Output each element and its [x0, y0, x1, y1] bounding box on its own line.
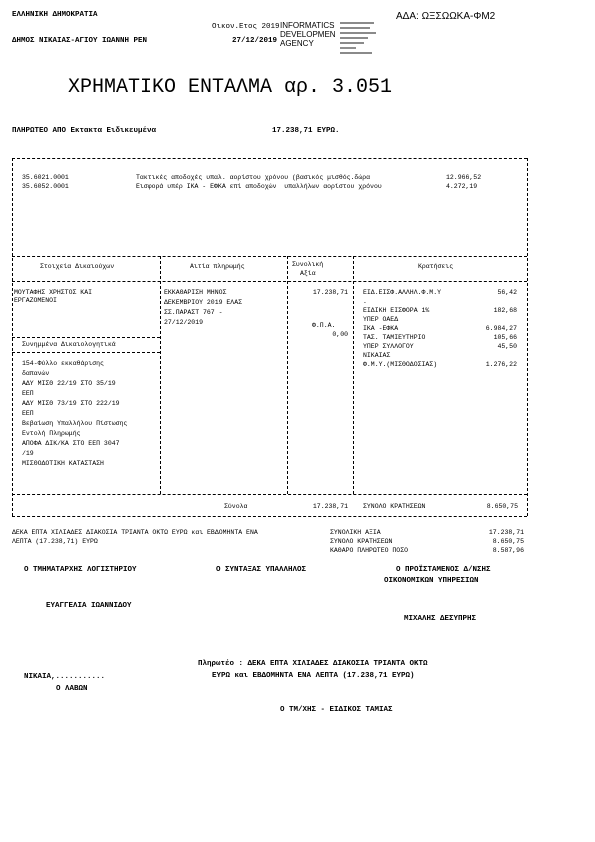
deduction-label: ΥΠΕΡ ΟΑΕΔ [363, 316, 399, 323]
deduction-amount: 105,66 [493, 334, 517, 341]
summary-label: ΣΥΝΟΛΙΚΗ ΑΞΙΑ [330, 529, 381, 536]
beneficiary-line-1: ΜΟΥΤΑΦΗΣ ΧΡΗΣΤΟΣ ΚΑΙ [14, 289, 93, 296]
attachments-title: Συνημμένα Δικαιολογητικά [22, 341, 116, 348]
stamp-line-3: AGENCY [280, 39, 314, 48]
attachment-item: Βεβαίωση Υπαλλήλου Πίστωσης [22, 420, 128, 427]
account-desc-2: Εισφορά υπέρ ΙΚΑ - ΕΦΚΑ επί αποδοχών υπαλλήλων αορίστου χρόνου [136, 183, 382, 190]
attachment-item: Εντολή Πληρωμής [22, 430, 81, 437]
col-value-header-2: Αξία [300, 270, 316, 277]
attachments-list [22, 359, 127, 469]
table-top-border [12, 158, 527, 159]
deduction-label: ΝΙΚΑΙΑΣ [363, 352, 391, 359]
account-code-1: 35.6021.0001 [22, 174, 69, 181]
summary-label: ΚΑΘΑΡΟ ΠΛΗΡΩΤΕΟ ΠΟΣΟ [330, 547, 409, 554]
cause-line: ΣΣ.ΠΑΡΑΣΤ 767 - [164, 309, 223, 316]
attachment-item: 154-Φύλλο εκκαθάρισης [22, 360, 104, 367]
amount-in-words-1: ΔΕΚΑ ΕΠΤΑ ΧΙΛΙΑΔΕΣ ΔΙΑΚΟΣΙΑ ΤΡΙΑΝΤΑ ΟΚΤΩ ΕΥΡΩ και ΕΒΔΟΜΗΝΤΑ ΕΝΑ [12, 529, 258, 536]
attachment-item: δαπανών [22, 370, 50, 377]
document-title: ΧΡΗΜΑΤΙΚΟ ΕΝΤΑΛΜΑ αρ. 3.051 [68, 76, 393, 99]
sig-accounting-name: ΕΥΑΓΓΕΛΙΑ ΙΩΑΝΝΙΔΟΥ [46, 602, 132, 610]
vat-amount: 0,00 [332, 331, 348, 338]
sig-accounting-title: Ο ΤΜΗΜΑΤΑΡΧΗΣ ΛΟΓΙΣΤΗΡΙΟΥ [24, 566, 137, 574]
table-right-border [527, 158, 528, 516]
cause-line: ΕΚΚΑΘΑΡΙΣΗ ΜΗΝΟΣ [164, 289, 227, 296]
col-sep-2 [287, 256, 288, 494]
deduction-label: . [363, 298, 367, 305]
deduction-label: Φ.Μ.Υ.(ΜΙΣΘΟΔΟΣΙΑΣ) [363, 361, 438, 368]
deduction-amount: 182,68 [493, 307, 517, 314]
sig-director-title-2: ΟΙΚΟΝΟΜΙΚΩΝ ΥΠΗΡΕΣΙΩΝ [384, 577, 479, 585]
attachment-item: ΜΙΣΘΟΔΟΤΙΚΗ ΚΑΤΑΣΤΑΣΗ [22, 460, 104, 467]
attachment-item: ΕΕΠ [22, 390, 34, 397]
attachment-item: ΑΠΟΦΑ ΔΙΚ/ΚΑ ΣΤΟ ΕΕΠ 3047 [22, 440, 120, 447]
deduction-label: ΕΙΔ.ΕΙΣΦ.ΑΛΛΗΛ.Φ.Μ.Υ [363, 289, 442, 296]
attachment-item: /19 [22, 450, 34, 457]
col-beneficiary-header: Στοιχεία Δικαιούχων [40, 263, 115, 270]
attachments-bottom-border [12, 352, 160, 353]
cause-line: 27/12/2019 [164, 319, 204, 326]
deduction-amount: 6.984,27 [485, 325, 517, 332]
header-row-top [12, 256, 527, 257]
account-code-2: 35.6052.0001 [22, 183, 69, 190]
sig-director-title-1: Ο ΠΡΟΪΣΤΑΜΕΝΟΣ Δ/ΝΣΗΣ [396, 566, 491, 574]
deduction-label: ΤΑΣ. ΤΑΜΙΕΥΤΗΡΙΟ [363, 334, 426, 341]
payable-words-line-2: ΕΥΡΩ και ΕΒΔΟΜΗΝΤΑ ΕΝΑ ΛΕΠΤΑ (17.238,71 ΕΥΡΩ) [212, 672, 415, 680]
fiscal-year: Οικον.Ετος 2019 [212, 23, 280, 31]
totals-amount: 17.238,71 [312, 503, 348, 510]
digital-signature-stamp [280, 20, 380, 58]
deduction-amount: 56,42 [497, 289, 517, 296]
vat-label: Φ.Π.Α. [312, 322, 336, 329]
deduction-label: ΥΠΕΡ ΣΥΛΛΟΓΟΥ [363, 343, 414, 350]
summary-label: ΣΥΝΟΛΟ ΚΡΑΤΗΣΕΩΝ [330, 538, 393, 545]
header-row-bottom [12, 281, 527, 282]
beneficiary-line-2: ΕΡΓΑΖΟΜΕΝΟΙ [14, 297, 57, 304]
account-amount-2: 4.272,19 [446, 183, 478, 190]
sig-director-name: ΜΙΧΑΛΗΣ ΔΕΣΥΠΡΗΣ [404, 615, 477, 623]
totals-label: Σύνολα [224, 503, 248, 510]
issue-date: 27/12/2019 [232, 37, 278, 45]
amount-in-words-2: ΛΕΠΤΑ (17.238,71) ΕΥΡΩ [12, 538, 98, 545]
deduction-label: ΕΙΔΙΚΗ ΕΙΣΦΟΡΑ 1% [363, 307, 430, 314]
payable-amount: 17.238,71 ΕΥΡΩ. [272, 127, 340, 135]
stamp-line-2: DEVELOPMEN [280, 30, 336, 39]
cause-line: ΔΕΚΕΜΒΡΙΟΥ 2019 ΕΛΑΣ [164, 299, 243, 306]
col-deductions-header: Κρατήσεις [418, 263, 454, 270]
deduction-label: ΙΚΑ -ΕΦΚΑ [363, 325, 399, 332]
attachments-top-border [12, 337, 160, 338]
attachment-item: ΑΔΥ ΜΙΣΘ 73/19 ΣΤΟ 222/19 [22, 400, 120, 407]
table-bottom-border [12, 516, 527, 517]
totals-deductions-label: ΣΥΝΟΛΟ ΚΡΑΤΗΣΕΩΝ [363, 503, 426, 510]
summary-amount: 8.587,96 [492, 547, 524, 554]
deduction-amount: 45,50 [497, 343, 517, 350]
payable-words-line-1: Πληρωτέο : ΔΕΚΑ ΕΠΤΑ ΧΙΛΙΑΔΕΣ ΔΙΑΚΟΣΙΑ ΤΡΙΑΝΤΑ ΟΚΤΩ [198, 660, 428, 668]
account-desc-1: Τακτικές αποδοχές υπαλ. αορίστου χρόνου (βασικός μισθός.δώρα [136, 174, 371, 181]
payable-from-label: ΠΛΗΡΩΤΕΟ ΑΠΟ Εκτακτα Ειδικευμένα [12, 127, 157, 135]
stamp-line-1: INFORMATICS [280, 21, 335, 30]
summary-amount: 17.238,71 [488, 529, 524, 536]
account-amount-1: 12.966,52 [446, 174, 482, 181]
municipality-name: ΔΗΜΟΣ ΝΙΚΑΙΑΣ-ΑΓΙΟΥ ΙΩΑΝΝΗ ΡΕΝ [12, 37, 148, 45]
attachment-item: ΑΔΥ ΜΙΣΘ 22/19 ΣΤΟ 35/19 [22, 380, 116, 387]
total-value-amount: 17.238,71 [312, 289, 348, 296]
attachment-item: ΕΕΠ [22, 410, 34, 417]
summary-amount: 8.650,75 [492, 538, 524, 545]
col-cause-header: Αιτία πληρωμής [190, 263, 245, 270]
republic-label: ΕΛΛΗΝΙΚΗ ΔΗΜΟΚΡΑΤΙΑ [12, 11, 98, 19]
deduction-amount: 1.276,22 [485, 361, 517, 368]
ada-code: ΑΔΑ: ΩΞΣΩΩΚΑ-ΦΜ2 [396, 11, 496, 22]
place-line: ΝΙΚΑΙΑ,........... [24, 673, 106, 681]
sig-composer-title: Ο ΣΥΝΤΑΞΑΣ ΥΠΑΛΛΗΛΟΣ [216, 566, 307, 574]
totals-deductions-amount: 8.650,75 [486, 503, 518, 510]
col-value-header-1: Συνολική [292, 261, 324, 268]
col-sep-3 [353, 256, 354, 494]
receiver-label: Ο ΛΑΒΩΝ [56, 685, 88, 693]
col-sep-1 [160, 256, 161, 494]
payment-cause [164, 288, 242, 328]
stamp-scribble-icon [338, 20, 378, 56]
totals-row-top [12, 494, 527, 495]
cashier-label: Ο ΤΜ/ΧΗΣ - ΕΙΔΙΚΟΣ ΤΑΜΙΑΣ [280, 706, 393, 714]
